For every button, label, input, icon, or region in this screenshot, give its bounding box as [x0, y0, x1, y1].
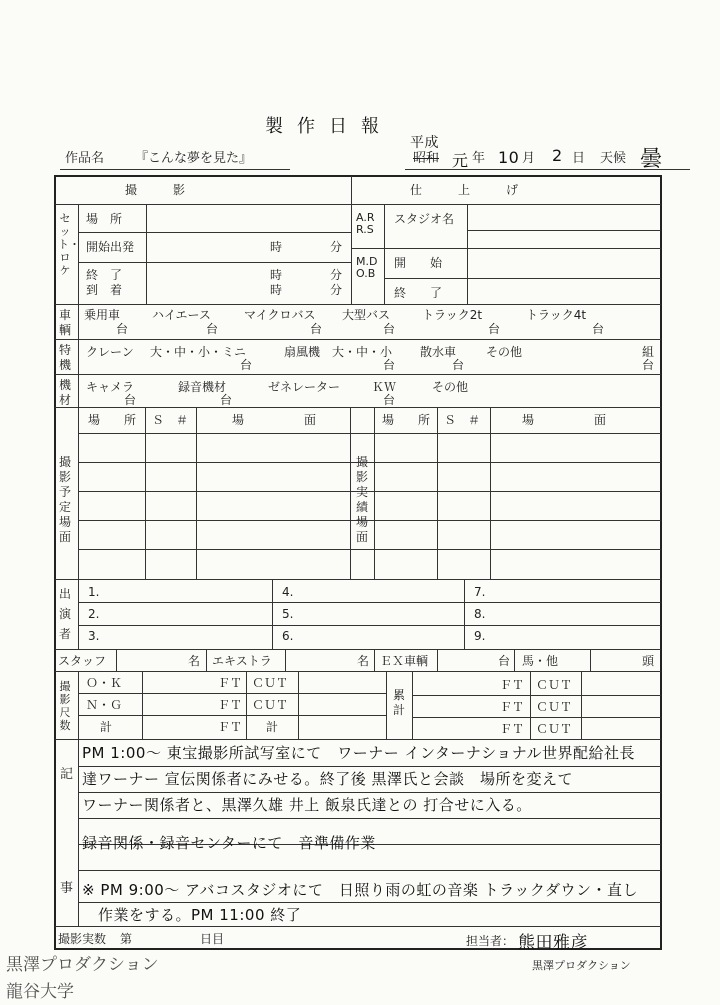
- footage-col-line-d: [298, 671, 299, 739]
- footage-row-line-2: [78, 715, 386, 716]
- date-underline: [405, 169, 690, 170]
- note-line-5: 録音関係・録音センターにて 音準備作業: [82, 834, 376, 852]
- staff-col-line-7: [590, 649, 591, 671]
- year-label: 年: [472, 151, 486, 166]
- day-prefix: 第: [120, 932, 133, 946]
- finish-start-label: 開 始: [394, 256, 443, 270]
- notes-rule-6: [78, 902, 661, 903]
- extra-label: エキストラ: [212, 654, 272, 668]
- machine-other: その他: [432, 380, 469, 394]
- note-line-1: PM 1:00～ 東宝撮影所試写室にて ワーナー インターナショナル世界配給社長: [82, 744, 636, 762]
- cast-slot-9: 9.: [474, 629, 486, 643]
- equipment-bottom-line: [55, 374, 661, 375]
- notes-label-top: 記: [60, 767, 74, 782]
- person-name: 熊田雅彦: [518, 933, 588, 953]
- scene-row-line-5: [78, 549, 661, 550]
- col-place-right: 場 所: [382, 413, 431, 427]
- staff-col-line-3: [285, 649, 286, 671]
- cum-row-line-1: [412, 695, 661, 696]
- scene-row-line-2: [78, 462, 661, 463]
- staff-label: スタッフ: [58, 654, 107, 668]
- shoot-days-label: 撮影実数: [58, 932, 107, 946]
- unit-microbus: 台: [310, 322, 323, 336]
- studio-name-label: スタジオ名: [394, 212, 455, 226]
- unit-sprinkler: 台: [452, 358, 465, 372]
- md-ob-label: M.D O.B: [356, 255, 378, 280]
- unit-bus: 台: [383, 322, 396, 336]
- date-year: 元: [452, 151, 469, 170]
- vehicle-truck-4t: トラック4t: [526, 308, 587, 322]
- ex-car-label: ＥＸ車輌: [380, 654, 429, 668]
- cast-col-line-2: [272, 579, 273, 649]
- scene-row-line-4: [78, 520, 661, 521]
- footage-col-line-e: [386, 671, 387, 739]
- cumulative-label: 累計: [392, 688, 405, 717]
- set-label-col-line: [146, 204, 147, 304]
- footage-col-line-g: [530, 671, 531, 739]
- weather-value: 曇: [640, 147, 663, 172]
- notes-label-bottom: 事: [60, 881, 74, 896]
- weather-label: 天候: [600, 151, 627, 166]
- horse-label: 馬・他: [522, 654, 559, 668]
- notes-rule-2: [78, 792, 661, 793]
- unit-equip-other: 台: [642, 358, 655, 372]
- cast-slot-8: 8.: [474, 607, 486, 621]
- notes-rule-1: [78, 766, 661, 767]
- header-shoot: 撮 影: [125, 183, 186, 197]
- header-finish: 仕 上 げ: [410, 183, 519, 197]
- machine-kw: ＫＷ: [372, 380, 397, 394]
- col-s-right: Ｓ ＃: [444, 413, 481, 427]
- place-label: 場 所: [86, 212, 123, 226]
- footage-col-line-h: [581, 671, 582, 739]
- set-col-line: [78, 204, 79, 304]
- day-suffix: 日目: [200, 932, 225, 946]
- footage-total-sum: 計: [266, 720, 279, 734]
- footage-total-label: 計: [100, 720, 113, 734]
- end-minute-label: 分: [330, 268, 343, 282]
- vehicles-bottom-line: [55, 339, 661, 340]
- cast-slot-5: 5.: [282, 607, 294, 621]
- staff-col-line-1: [116, 649, 117, 671]
- cast-row-line-1: [78, 602, 661, 603]
- notes-rule-3: [78, 818, 661, 819]
- shoot-finish-divider: [351, 176, 352, 304]
- staff-col-line-6: [514, 649, 515, 671]
- equipment-label: 特機: [58, 343, 71, 372]
- unit-sedan: 台: [116, 322, 129, 336]
- staff-col-line-4: [374, 649, 375, 671]
- cum-cut-3: ＣＵＴ: [536, 722, 573, 736]
- vehicles-label: 車輌: [58, 308, 71, 337]
- finish-row-line-2: [384, 278, 661, 279]
- cum-ft-1: ＦＴ: [500, 678, 525, 692]
- col-scene-right: 場 面: [522, 413, 607, 427]
- horse-unit: 頭: [642, 654, 655, 668]
- notes-rule-5: [78, 870, 661, 871]
- col-scene-left: 場 面: [232, 413, 317, 427]
- note-line-6: ※ PM 9:00～ アバコスタジオにて 日照り雨の虹の音楽 トラックダウン・直し: [82, 881, 639, 899]
- set-row-line-1: [78, 232, 351, 233]
- footage-ok-label: Ｏ・Ｋ: [86, 676, 123, 690]
- unit-fan: 台: [383, 358, 396, 372]
- cast-col-line-3: [464, 579, 465, 649]
- note-line-7: 作業をする。PM 11:00 終了: [98, 906, 302, 924]
- cast-slot-7: 7.: [474, 585, 486, 599]
- vehicle-truck-2t: トラック2t: [422, 308, 483, 322]
- set-row-line-2: [78, 262, 351, 263]
- work-name: 『こんな夢を見た』: [135, 151, 253, 166]
- footage-row-line-1: [78, 693, 386, 694]
- cast-slot-2: 2.: [88, 607, 100, 621]
- col-place-left: 場 所: [88, 413, 137, 427]
- watermark-line-1: 黒澤プロダクション: [6, 955, 159, 975]
- era-handwritten: 平成: [410, 135, 439, 151]
- set-loca-label: セット・ロケ: [58, 212, 80, 277]
- date-day: 2: [552, 146, 563, 165]
- notes-bottom-line: [55, 926, 661, 927]
- cum-ft-2: ＦＴ: [500, 700, 525, 714]
- planned-scenes-label: 撮影予定場面: [58, 455, 71, 544]
- arrive-minute-label: 分: [330, 283, 343, 297]
- machine-camera: キャメラ: [86, 380, 135, 394]
- ex-car-unit: 台: [498, 654, 511, 668]
- cast-slot-6: 6.: [282, 629, 294, 643]
- actual-scenes-label: 撮影実績場面: [355, 455, 368, 544]
- footage-total-ft: ＦＴ: [218, 720, 243, 734]
- staff-bottom-line: [55, 671, 661, 672]
- cum-ft-3: ＦＴ: [500, 722, 525, 736]
- company-stamp: 黒澤プロダクション: [532, 959, 631, 972]
- unit-truck-4t: 台: [592, 322, 605, 336]
- staff-col-line-2: [206, 649, 207, 671]
- cum-row-line-2: [412, 717, 661, 718]
- person-label: 担当者：: [466, 934, 515, 948]
- finish-row-line-a: [467, 230, 661, 231]
- note-line-3: ワーナー関係者と、黒澤久雄 井上 飯泉氏達との 打合せに入る。: [82, 796, 532, 814]
- footage-ng-cut: ＣＵＴ: [252, 698, 289, 712]
- footage-bottom-line: [55, 739, 661, 740]
- era-printed: 昭和: [413, 151, 440, 166]
- vehicle-sedan: 乗用車: [84, 308, 121, 322]
- notes-col-line: [78, 739, 79, 926]
- staff-col-line-5: [437, 649, 438, 671]
- depart-minute-label: 分: [330, 240, 343, 254]
- machines-label: 機材: [58, 378, 71, 407]
- finish-col-line-1: [384, 204, 385, 304]
- footage-col-line-a: [78, 671, 79, 739]
- vehicle-hiace: ハイエース: [152, 308, 211, 322]
- footage-ng-ft: ＦＴ: [218, 698, 243, 712]
- footage-ng-label: Ｎ・Ｇ: [86, 698, 123, 712]
- machine-recorder: 録音機材: [178, 380, 227, 394]
- cast-slot-3: 3.: [88, 629, 100, 643]
- scenes-bottom-line: [55, 579, 661, 580]
- watermark-line-2: 龍谷大学: [6, 982, 74, 1002]
- equip-group-unit: 組: [642, 345, 655, 359]
- footage-col-line-f: [412, 671, 413, 739]
- arrive-hour-label: 時: [270, 283, 283, 297]
- note-line-2: 達ワーナー 宣伝関係者にみせる。終了後 黒澤氏と会談 場所を変えて: [82, 770, 574, 788]
- footage-col-line-b: [142, 671, 143, 739]
- depart-label: 開始出発: [86, 240, 135, 254]
- unit-truck-2t: 台: [488, 322, 501, 336]
- cast-label: 出演者: [58, 587, 71, 641]
- vehicle-bus: 大型バス: [342, 308, 391, 322]
- day-label: 日: [572, 151, 586, 166]
- cum-cut-1: ＣＵＴ: [536, 678, 573, 692]
- unit-camera: 台: [124, 393, 137, 407]
- unit-kw: 台: [383, 393, 396, 407]
- col-s-left: Ｓ ＃: [152, 413, 189, 427]
- extra-person-unit: 名: [357, 654, 370, 668]
- unit-crane: 台: [240, 358, 253, 372]
- cast-bottom-line: [55, 649, 661, 650]
- work-name-label: 作品名: [65, 151, 105, 166]
- finish-row-line-1: [351, 248, 661, 249]
- date-month: 10: [498, 148, 520, 167]
- set-bottom-line: [55, 304, 661, 305]
- cum-cut-2: ＣＵＴ: [536, 700, 573, 714]
- vehicle-microbus: マイクロバス: [244, 308, 316, 322]
- depart-hour-label: 時: [270, 240, 283, 254]
- unit-recorder: 台: [220, 393, 233, 407]
- footage-col-line-c: [246, 671, 247, 739]
- unit-hiace: 台: [206, 322, 219, 336]
- footage-ok-cut: ＣＵＴ: [252, 676, 289, 690]
- equip-crane: クレーン: [86, 345, 134, 359]
- document-title: 製作日報: [265, 116, 393, 137]
- work-underline: [60, 169, 290, 170]
- end-hour-label: 時: [270, 268, 283, 282]
- cast-slot-4: 4.: [282, 585, 294, 599]
- staff-person-unit: 名: [188, 654, 201, 668]
- month-label: 月: [522, 151, 536, 166]
- footage-ok-ft: ＦＴ: [218, 676, 243, 690]
- machine-generator: ゼネレーター: [268, 380, 341, 394]
- end-label: 終 了: [86, 268, 123, 282]
- cast-col-line: [78, 579, 79, 649]
- ar-rs-label: A.R R.S: [356, 211, 375, 236]
- equip-fan-sizes: 大・中・小: [332, 345, 393, 359]
- finish-col-line-2: [467, 204, 468, 304]
- finish-end-label: 終 了: [394, 286, 443, 300]
- arrive-label: 到 着: [86, 283, 123, 297]
- footage-label: 撮影尺数: [59, 680, 71, 732]
- cast-slot-1: 1.: [88, 585, 100, 599]
- equip-fan: 扇風機: [284, 345, 321, 359]
- cast-row-line-2: [78, 625, 661, 626]
- equip-other: その他: [486, 345, 523, 359]
- equip-crane-sizes: 大・中・小・ミニ: [150, 345, 247, 359]
- scene-row-line-1: [78, 433, 661, 434]
- equip-sprinkler: 散水車: [420, 345, 457, 359]
- scene-row-line-3: [78, 491, 661, 492]
